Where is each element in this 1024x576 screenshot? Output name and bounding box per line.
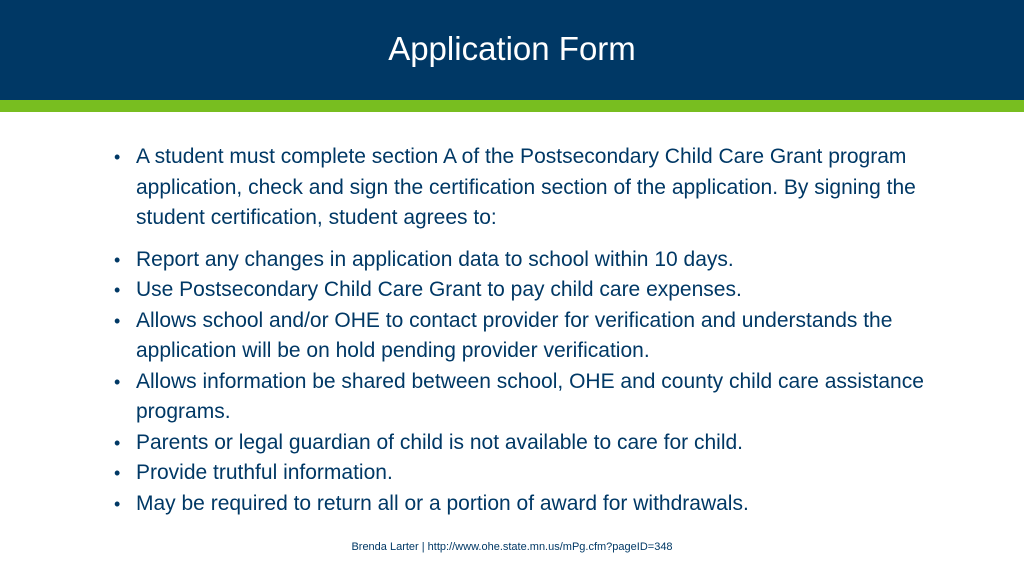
bullet-icon: • — [114, 280, 121, 300]
bullet-text: A student must complete section A of the Postsecondary Child Care Grant program application, check and sign the certification section of the application. By signing the student certification, student agrees to: — [136, 145, 916, 229]
bullet-item-contact-provider — [112, 306, 972, 367]
slide-body — [112, 142, 972, 519]
bullet-text: May be required to return all or a portion of award for withdrawals. — [136, 491, 749, 515]
bullet-text: Provide truthful information. — [136, 461, 393, 484]
bullet-icon: • — [114, 463, 121, 483]
bullet-icon: • — [114, 310, 121, 331]
bullet-item-parents-unavailable — [112, 428, 972, 459]
bullet-item-share-information — [112, 367, 972, 428]
bullet-icon: • — [114, 432, 121, 453]
bullet-list — [112, 142, 972, 519]
slide-title: Application Form — [388, 30, 636, 67]
accent-stripe — [0, 100, 1024, 112]
bullet-text: Use Postsecondary Child Care Grant to pay child care expenses. — [136, 278, 742, 301]
bullet-text: Allows information be shared between school, OHE and county child care assistance programs. — [136, 369, 924, 423]
bullet-item-use-grant — [112, 275, 972, 306]
bullet-item-intro — [112, 142, 972, 234]
bullet-text: Report any changes in application data to school within 10 days. — [136, 247, 734, 271]
bullet-item-return-award — [112, 489, 972, 520]
footer-credit: Brenda Larter | http://www.ohe.state.mn.us/mPg.cfm?pageID=348 — [351, 541, 673, 553]
bullet-item-report-changes — [112, 245, 972, 276]
title-bar — [0, 0, 1024, 100]
bullet-item-truthful-information — [112, 458, 972, 489]
bullet-icon: • — [114, 493, 121, 514]
bullet-icon: • — [114, 147, 121, 167]
bullet-text: Allows school and/or OHE to contact provider for verification and understands the application will be on hold pending provider verification. — [136, 308, 893, 362]
bullet-icon: • — [114, 249, 121, 270]
bullet-icon: • — [114, 371, 121, 392]
bullet-text: Parents or legal guardian of child is not available to care for child. — [136, 430, 744, 454]
